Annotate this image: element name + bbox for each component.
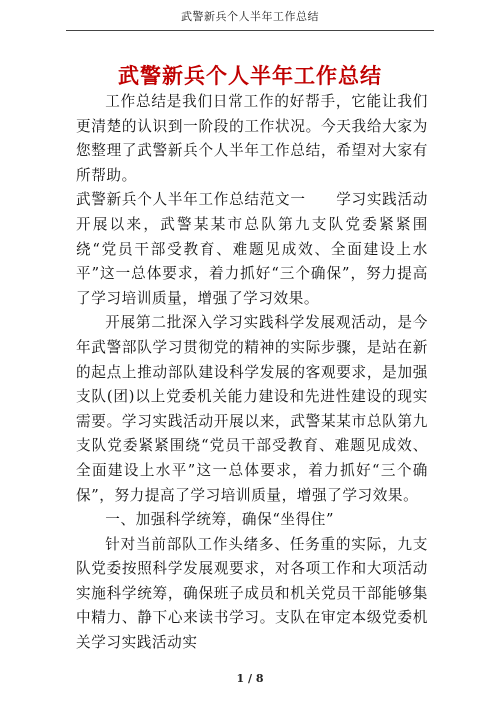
- paragraph-section-one: 针对当前部队工作头绪多、任务重的实际，九支队党委按照科学发展观要求，对各项工作和大项活动实施科学统筹，确保班子成员和机关党员干部能够集中精力、静下心来读书学习。支队在审定本级党委机关学习实践活动实: [76, 535, 428, 652]
- section-heading-one: 一、加强科学统筹，确保“坐得住”: [105, 511, 335, 529]
- header-divider: [66, 30, 434, 31]
- page-indicator: 1 / 8: [236, 672, 264, 685]
- running-header: 武警新兵个人半年工作总结: [181, 10, 319, 23]
- document-title: 武警新兵个人半年工作总结: [118, 63, 382, 88]
- paragraph-sample-one: 武警新兵个人半年工作总结范文一 学习实践活动开展以来，武警某某市总队第九支队党委紧紧围绕“党员干部受教育、难题见成效、全面建设上水平”这一总体要求，着力抓好“三个确保”，努力提高了学习培训质量，增强了学习效果。: [76, 191, 428, 307]
- paragraph-intro: 工作总结是我们日常工作的好帮手，它能让我们更清楚的认识到一阶段的工作状况。今天我给大家为您整理了武警新兵个人半年工作总结，希望对大家有所帮助。: [76, 93, 428, 184]
- paragraph-background: 开展第二批深入学习实践科学发展观活动，是今年武警部队学习贯彻党的精神的实际步骤，是站在新的起点上推动部队建设科学发展的客观要求，是加强支队(团)以上党委机关能力建设和先进性建设的现实需要。学习实践活动开展以来，武警某某市总队第九支队党委紧紧围绕“党员干部受教育、难题见成效、全面建设上水平”这一总体要求，着力抓好“三个确保”，努力提高了学习培训质量，增强了学习效果。: [76, 314, 428, 504]
- document-body: [76, 90, 428, 656]
